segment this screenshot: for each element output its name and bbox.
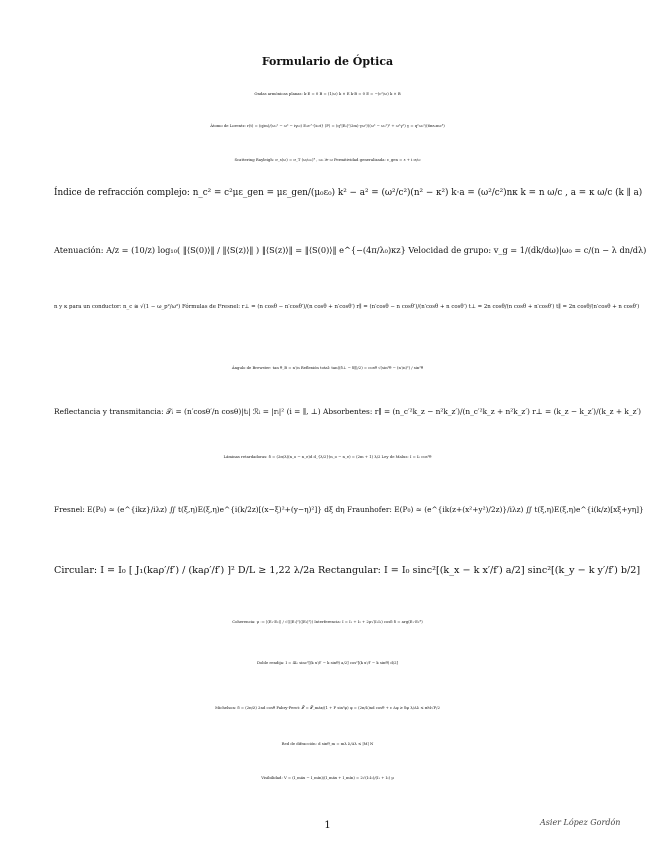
formula-line-grating: Red de difracción: d sinθ_m = mλ λ/Δλ ≤ |M| N <box>281 741 374 746</box>
formula-line-visibility: Visibilidad: V = (I_máx − I_mín)/(I_máx + I_mín) = 2√(I₁I₂)/(I₁ + I₂) μ <box>261 775 394 780</box>
formula-line-retarders: Láminas retardadoras: δ = (2π/λ)(n_o − n_e)d d_{λ/2}(n_o − n_e) = (2m + 1) λ/2 Ley de Malus: I = I₀ cos²θ <box>223 454 432 459</box>
formula-line-diffraction: Fresnel: E(P₀) ≈ (e^{ikz}/iλz) ∬ t(ξ,η)E(ξ,η)e^{i(k/2z)[(x−ξ)²+(y−η)²]} dξ dη Fraunhofer: E(P₀) ≈ (e^{ik(z+(x²+y²)/2z)}/iλz) ∬ t(ξ,η)E(ξ,η)e^{i(k/z)[xξ+yη]} <box>54 505 644 514</box>
formula-line-reflectance: Reflectancia y transmitancia: 𝒯ᵢ = (n′cosθ′/n cosθ)|tᵢ| ℛᵢ = |rᵢ|² (i = ∥, ⊥) Absorbentes: r∥ = (n_c′²k_z − n²k_z′)/(n_c′²k_z + n²k_z′) r⊥ = (k_z − k_z′)/(k_z + k_z′) <box>54 407 642 416</box>
page-number: 1 <box>324 820 331 831</box>
formula-line-double-slit: Doble rendija: I = 4I₀ sinc²[(k x′/f′ − k sinθ) a/2] cos²[(k x′/f′ − k sinθ) d/2] <box>256 660 399 665</box>
formula-line-rayleigh: Scattering Rayleigh: σ_s(ω) = σ_T (ω/ω₀)⁴ , ω₀ ≫ ω Permitividad generalizada: ε_gen = ε + i σ/ω <box>234 157 421 162</box>
formula-line-michelson: Michelson: δ = (2π/λ) 2nd cosθ Fabry-Perot: 𝒯 = 𝒯_máx/(1 + F sin²φ) φ = (2π/λ)nd cosθ + ε Δφ ≥ δφ λ/Δλ ≤ πM√F/2 <box>215 705 440 710</box>
formula-line-lorentz: Átomo de Lorentz: r(t) = (q/m)/(ω₀² − ω² − iγω) E₀e^{iωt} ⟨P⟩ = (q²|E₀|²/2m)·γω²/((ω² − ω₀²)² + ω²γ²) γ = q²ω₀²/(6πε₀mc³) <box>210 123 445 128</box>
formula-line-conductor-fresnel: n y κ para un conductor: n_c ≅ √(1 − ω_p²/ω²) Fórmulas de Fresnel: r⊥ = (n cosθ − n′cosθ′)/(n cosθ + n′cosθ′) r∥ = (n′cosθ − n cosθ′)/(n′cosθ + n cosθ′) t⊥ = 2n cosθ/(n cosθ + n′cosθ′) t∥ = 2n cosθ/(n′cosθ + n cosθ′) <box>54 304 640 310</box>
formula-line-plane-waves: Ondas armónicas planas: k·E = 0 B = (1/ω) k × E k·B = 0 E = −(c²/ω) k × B <box>254 91 401 96</box>
formula-line-coherence: Coherencia: μ := |⟨E₁·E₂⟩| / √(⟨|E₁|²⟩⟨|E₂|²⟩) Interferencia: I = I₁ + I₂ + 2μ√(I₁I₂) cosδ δ = arg⟨E₁·E₂*⟩ <box>232 619 423 624</box>
formula-line-brewster: Ángulo de Brewster: tan θ_B = n′/n Reflexión total: tan((δ⊥ − δ∥)/2) = cosθ √(sin²θ − (n′/n)²) / sin²θ <box>231 365 424 370</box>
formula-line-attenuation: Atenuación: A/z = (10/z) log₁₀( ‖⟨S(0)⟩‖ / ‖⟨S(z)⟩‖ ) ‖⟨S(z)⟩‖ = ‖⟨S(0)⟩‖ e^{−(4π/λ₀)κz} Velocidad de grupo: v_g = 1/(dk/dω)|ω₀ = c/(n − λ dn/dλ) <box>54 245 647 255</box>
page-title: Formulario de Óptica <box>261 55 394 68</box>
author-signature: Asier López Gordón <box>540 818 621 827</box>
formula-line-complex-index: Índice de refracción complejo: n_c² = c²με_gen = με_gen/(μ₀ε₀) k² − a² = (ω²/c²)(n² − κ²) k·a = (ω²/c²)nκ k = n ω/c , a = κ ω/c (k ∥ a) <box>54 188 643 198</box>
formula-line-apertures: Circular: I = I₀ [ J₁(kaρ′/f′) / (kaρ′/f′) ]² D/L ≥ 1,22 λ/2a Rectangular: I = I₀ sinc²[(k_x − k x′/f′) a/2] sinc²[(k_y − k y′/f′) b/2] <box>54 565 641 576</box>
